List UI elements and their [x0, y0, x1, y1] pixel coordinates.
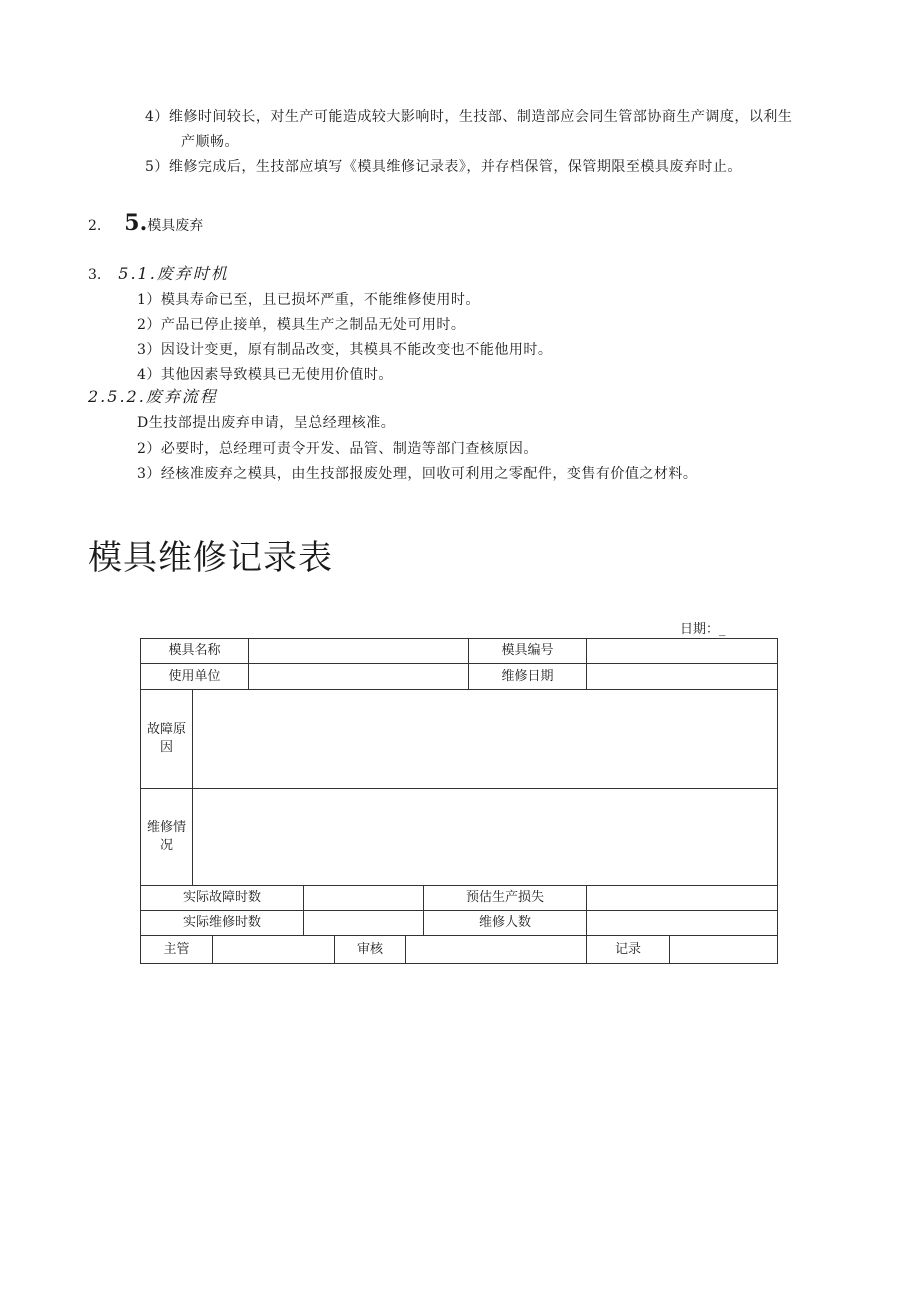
- estimated-loss-field[interactable]: [587, 886, 777, 911]
- record-label: 记录: [587, 936, 670, 963]
- fault-reason-field[interactable]: [193, 690, 777, 789]
- using-unit-label: 使用单位: [141, 664, 249, 690]
- repair-record-table: [140, 638, 778, 964]
- estimated-loss-label: 预估生产损失: [424, 886, 587, 911]
- actual-fault-hours-label: 实际故障时数: [141, 886, 304, 911]
- mold-name-label: 模具名称: [141, 639, 249, 664]
- repair-people-label: 维修人数: [424, 911, 587, 936]
- supervisor-label: 主管: [141, 936, 213, 963]
- scrap-process-item-2: 2）必要时，总经理可责令开发、品管、制造等部门查核原因。: [137, 441, 538, 457]
- fault-reason-label: [141, 690, 193, 789]
- scrap-timing-item-2: 2）产品已停止接单，模具生产之制品无处可用时。: [137, 317, 466, 333]
- scrap-timing-item-4: 4）其他因素导致模具已无使用价值时。: [137, 367, 393, 383]
- maintenance-item-4-cont: 产顺畅。: [181, 134, 239, 150]
- scrap-process-item-1: D生技部提出废弃申请，呈总经理核准。: [137, 415, 396, 431]
- actual-repair-hours-label: 实际维修时数: [141, 911, 304, 936]
- repair-date-field[interactable]: [587, 664, 777, 690]
- section-5-1-prefix: 3.: [88, 267, 102, 283]
- record-field[interactable]: [670, 936, 777, 963]
- repair-people-field[interactable]: [587, 911, 777, 936]
- date-label: 日期：_: [680, 622, 726, 637]
- maintenance-item-4: 4）维修时间较长，对生产可能造成较大影响时，生技部、制造部应会同生管部协商生产调度，以利生: [145, 109, 793, 125]
- section-5-1-heading: [88, 263, 229, 286]
- scrap-timing-item-1: 1）模具寿命已至，且已损坏严重，不能维修使用时。: [137, 292, 480, 308]
- section-5-1-title: 5.1.废弃时机: [118, 264, 229, 283]
- actual-repair-hours-field[interactable]: [304, 911, 424, 936]
- scrap-process-item-3: 3）经核准废弃之模具，由生技部报废处理，回收可利用之零配件，变售有价值之材料。: [137, 466, 698, 482]
- fault-reason-label-text: 故障原因: [146, 722, 186, 755]
- form-title: 模具维修记录表: [88, 538, 333, 578]
- repair-status-field[interactable]: [193, 789, 777, 886]
- section-5-prefix: 2.: [88, 218, 102, 234]
- using-unit-field[interactable]: [249, 664, 469, 690]
- section-5-title: 模具废弃: [147, 218, 204, 234]
- mold-number-label: 模具编号: [469, 639, 587, 664]
- scrap-timing-item-3: 3）因设计变更，原有制品改变，其模具不能改变也不能他用时。: [137, 342, 553, 358]
- repair-status-label: [141, 789, 193, 886]
- actual-fault-hours-field[interactable]: [304, 886, 424, 911]
- review-label: 审核: [335, 936, 406, 963]
- repair-status-label-text: 维修情况: [146, 820, 186, 853]
- review-field[interactable]: [406, 936, 587, 963]
- section-5-2-heading: [88, 386, 218, 409]
- mold-number-field[interactable]: [587, 639, 777, 664]
- repair-date-label: 维修日期: [469, 664, 587, 690]
- mold-name-field[interactable]: [249, 639, 469, 664]
- section-5-number: 5.: [124, 210, 148, 236]
- section-5-2-title: 2.5.2.废弃流程: [88, 387, 218, 406]
- supervisor-field[interactable]: [213, 936, 335, 963]
- section-5-heading: [88, 212, 203, 237]
- maintenance-item-5: 5）维修完成后，生技部应填写《模具维修记录表》，并存档保管，保管期限至模具废弃时止。: [145, 159, 742, 175]
